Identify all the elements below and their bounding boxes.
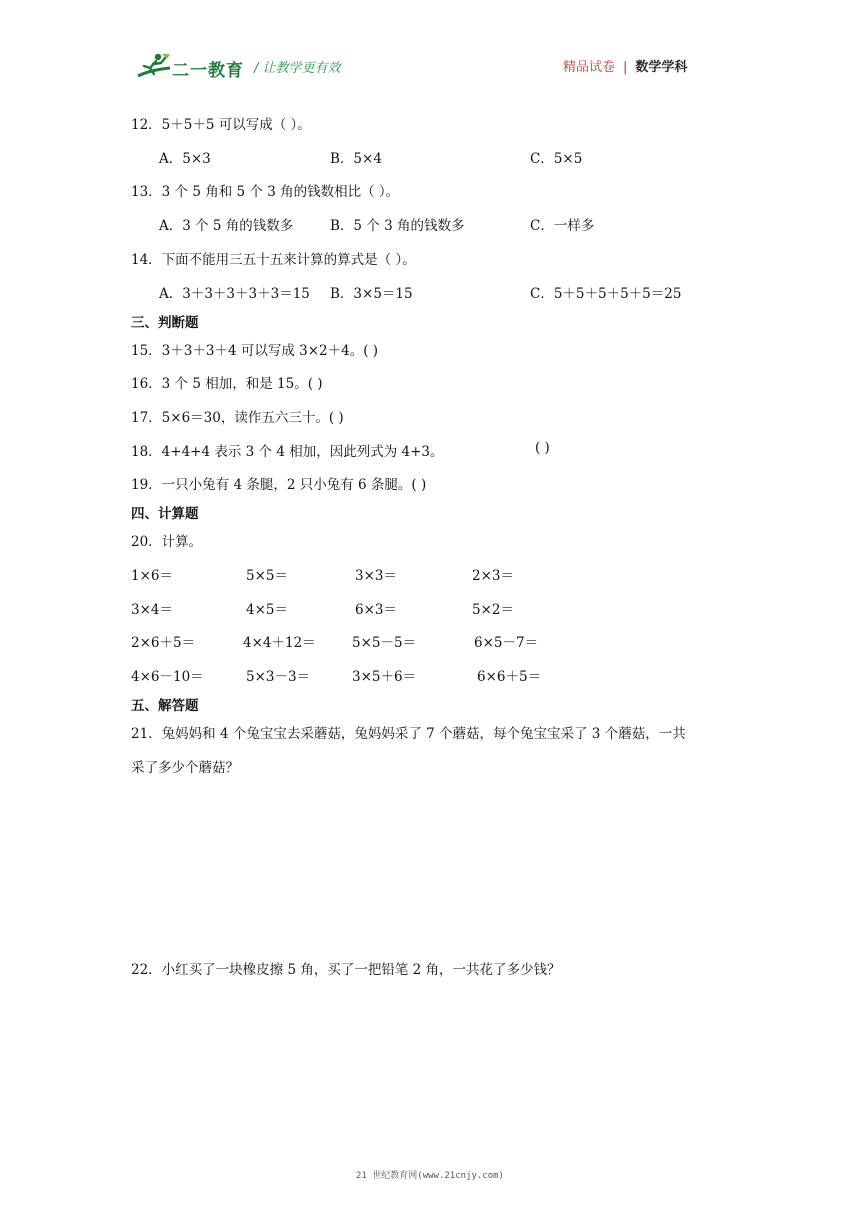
header-tag-paper: 精品试卷 [563,60,616,75]
question-12-stem: 12．5＋5＋5 可以写成（ ）。 [131,117,311,133]
question-15: 15．3＋3＋3＋4 可以写成 3×2＋4。( ) [131,343,379,359]
calc-item: 3×3＝ [355,568,397,584]
question-13-option-a: A．3 个 5 角的钱数多 [159,218,294,234]
question-14-option-a: A．3＋3＋3＋3＋3＝15 [159,286,310,302]
question-14-stem: 14．下面不能用三五十五来计算的算式是（ ）。 [131,252,416,268]
calc-item: 2×6＋5＝ [131,635,196,651]
calc-item: 5×5－5＝ [352,635,417,651]
calc-item: 1×6＝ [131,568,173,584]
question-12-option-a: A．5×3 [159,151,211,167]
page-footer: 21 世纪教育网(www.21cnjy.com) [356,1171,504,1181]
calc-item: 4×5＝ [246,602,288,618]
question-12-option-c: C．5×5 [530,151,583,167]
question-16: 16．3 个 5 相加，和是 15。( ) [131,376,323,392]
brand-slogan: / 让教学更有效 [254,61,341,76]
calc-item: 3×4＝ [131,602,173,618]
calc-item: 5×3－3＝ [246,669,311,685]
question-18: 18．4+4+4 表示 3 个 4 相加，因此列式为 4+3。 [131,444,444,460]
question-14-option-b: B．3×5＝15 [330,286,413,302]
question-13-option-c: C．一样多 [530,218,595,234]
question-13-option-b: B．5 个 3 角的钱数多 [330,218,465,234]
calc-item: 6×6＋5＝ [477,669,542,685]
header-tag-subject: 数学学科 [635,60,688,75]
calc-item: 4×4＋12＝ [243,635,316,651]
question-19: 19．一只小兔有 4 条腿，2 只小兔有 6 条腿。( ) [131,477,427,493]
question-12-option-b: B．5×4 [330,151,382,167]
question-22: 22．小红买了一块橡皮擦 5 角，买了一把铅笔 2 角，一共花了多少钱？ [131,962,561,978]
calc-item: 4×6－10＝ [131,669,204,685]
brand-name: 二一教育 [172,61,244,81]
calc-item: 6×5－7＝ [474,635,539,651]
calc-item: 2×3＝ [472,568,514,584]
question-21-line-2: 采了多少个蘑菇？ [131,760,239,776]
question-20-prompt: 20．计算。 [131,534,203,550]
header-logo [136,52,366,82]
header-tags [563,56,687,75]
section-3-title: 三、判断题 [131,315,199,331]
section-4-title: 四、计算题 [131,506,199,522]
header-separator: | [623,60,628,75]
question-17: 17．5×6＝30，读作五六三十。( ) [131,410,344,426]
question-14-option-c: C．5＋5＋5＋5＋5＝25 [530,286,682,302]
question-21-line-1: 21．兔妈妈和 4 个兔宝宝去采蘑菇，兔妈妈采了 7 个蘑菇，每个兔宝宝采了 3 个蘑菇，一共 [131,726,686,742]
calc-item: 5×2＝ [472,602,514,618]
calc-item: 3×5＋6＝ [352,669,417,685]
question-13-stem: 13．3 个 5 角和 5 个 3 角的钱数相比（ ）。 [131,184,400,200]
calc-item: 6×3＝ [355,602,397,618]
runner-logo-icon [136,52,172,80]
section-5-title: 五、解答题 [131,698,199,714]
calc-item: 5×5＝ [246,568,288,584]
question-18-answer-paren: ( ) [535,440,550,456]
